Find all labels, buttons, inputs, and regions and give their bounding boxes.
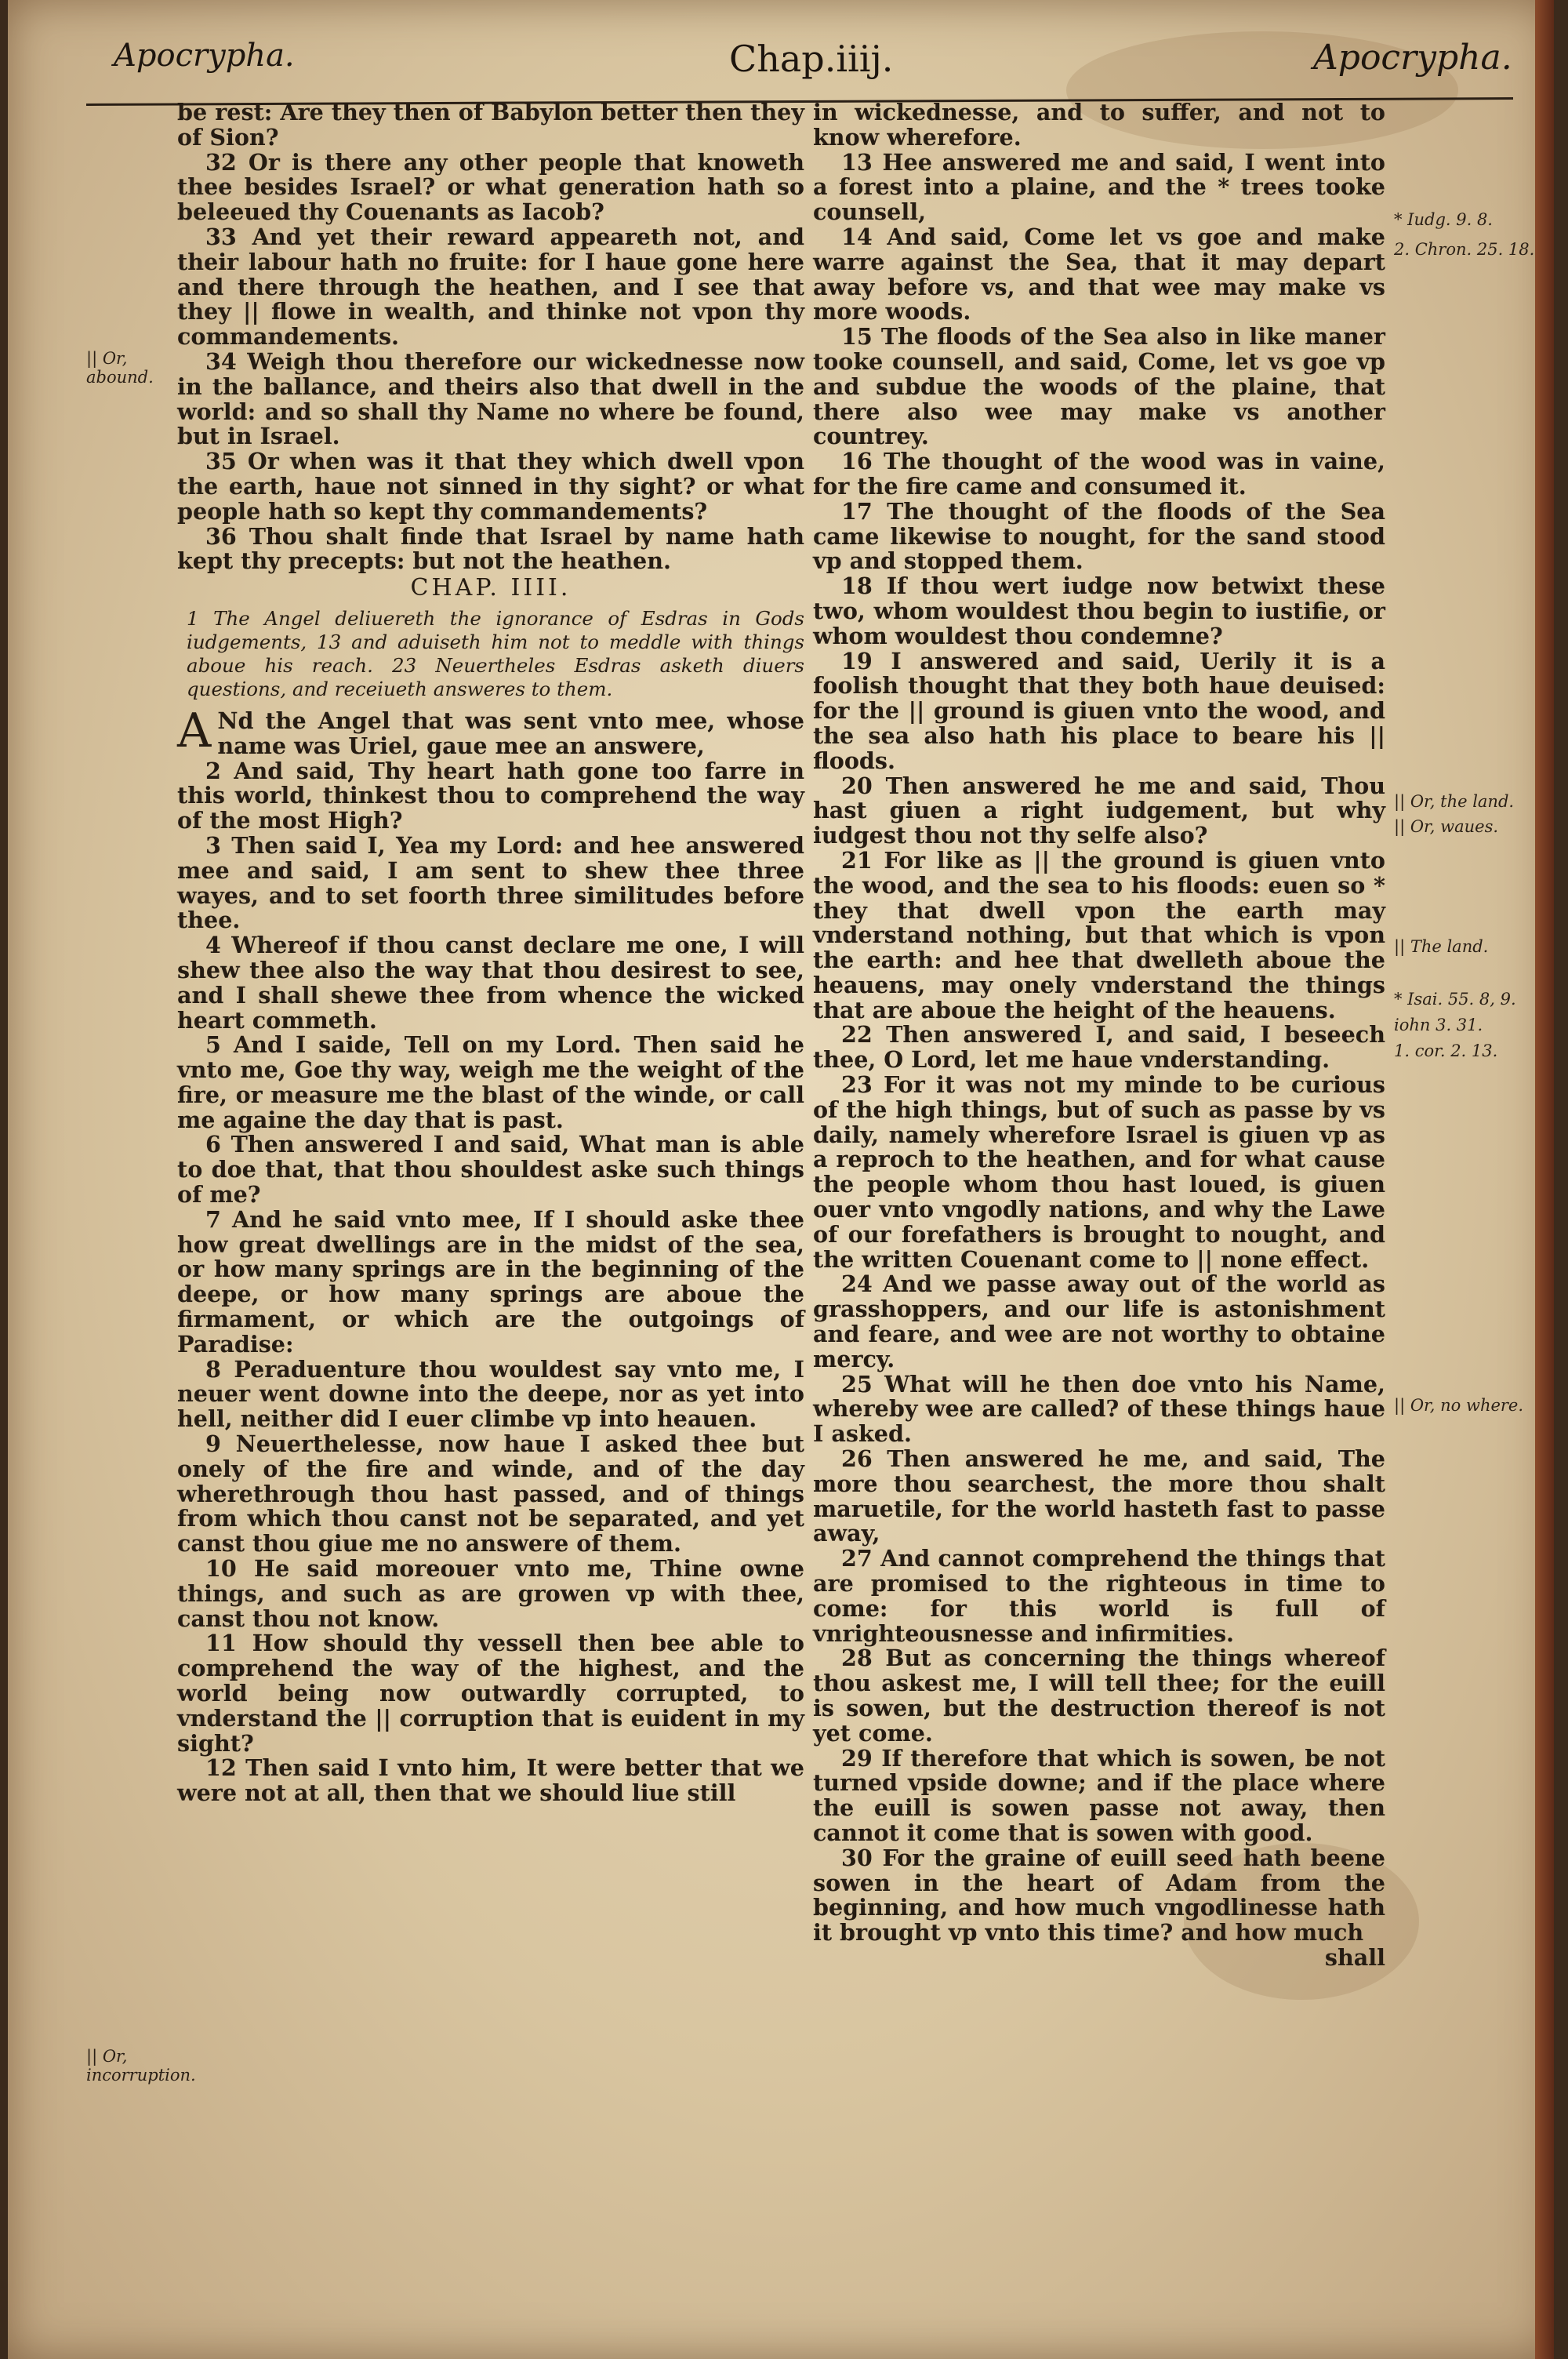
verse-29: 29 If therefore that which is sowen, be not turned vpside downe; and if the place where the euill is sowen passe not away, then cannot it come that is sowen with good. [813,1744,1385,1846]
verse-18: 18 If thou wert iudge now betwixt these two, whom wouldest thou begin to iustifie, or whom wouldest thou condemne? [813,572,1385,649]
verse-32: 32 Or is there any other people that knoweth thee besides Israel? or what generation hath so beleeued thy Couenants as Iacob? [177,148,804,226]
verse-30: 30 For the graine of euill seed hath beene sowen in the heart of Adam from the beginning, and how much vngodlinesse hath it brought vp vnto this time? and how much [813,1844,1385,1946]
verse-8: 8 Peraduenture thou wouldest say vnto me, I neuer went downe into the deepe, nor as yet into hell, neither did I euer climbe vp into heauen. [177,1355,804,1433]
paragraph: be rest: Are they then of Babylon better then they of Sion? [177,99,804,151]
left-column [177,100,804,1806]
running-head-left: Apocrypha. [114,38,295,74]
verse-21: 21 For like as || the ground is giuen vnto the wood, and the sea to his floods: euen so * they that dwell vpon the earth may vnderstand nothing, but that which is vpon the earth: and hee that dwelleth aboue the heauens, may onely vnderstand the things that are aboue the height of the heauens. [813,846,1385,1023]
verse-35: 35 Or when was it that they which dwell vpon the earth, haue not sinned in thy sight? or what people hath so kept thy commandements? [177,448,804,525]
verse-25: 25 What will he then doe vnto his Name, whereby wee are called? of these things haue I asked. [813,1370,1385,1448]
verse-15: 15 The floods of the Sea also in like maner tooke counsell, and said, Come, let vs goe vp and subdue the woods of the plaine, that there also wee may make vs another countrey. [813,323,1385,450]
verse-12: 12 Then said I vnto him, It were better that we were not at all, then that we should liue still [177,1754,804,1807]
verse-1 [177,703,804,759]
verse-19: 19 I answered and said, Uerily it is a foolish thought that they both haue deuised: for the || ground is giuen vnto the wood, and the sea also hath his place to beare his || floods. [813,647,1385,774]
verse-14: 14 And said, Come let vs goe and make warre against the Sea, that it may depart away before vs, and that wee may make vs more woods. [813,223,1385,325]
chapter-summary: 1 The Angel deliuereth the ignorance of Esdras in Gods iudgements, 13 and aduiseth him not to meddle with things aboue his reach. 23 Neuertheles Esdras asketh diuers questions, and receiueth answeres to them. [187,606,804,700]
verse-24: 24 And we passe away out of the world as grasshoppers, and our life is astonishment and feare, and wee are not worthy to obtaine mercy. [813,1270,1385,1372]
margin-note-no-where: || Or, no where. [1394,1396,1524,1415]
verse-20: 20 Then answered he me and said, Thou hast giuen a right iudgement, but why iudgest thou not thy selfe also? [813,772,1385,849]
verse-6: 6 Then answered I and said, What man is able to doe that, that thou shouldest aske such things of me? [177,1131,804,1209]
verse-17: 17 The thought of the floods of the Sea came likewise to nought, for the sand stood vp and stopped them. [813,497,1385,575]
margin-note-isai: * Isai. 55. 8, 9. [1394,990,1516,1009]
margin-note-waues: || Or, waues. [1394,817,1499,836]
verse-3: 3 Then said I, Yea my Lord: and hee answered mee and said, I am sent to shew thee three wayes, and to set foorth three similitudes before thee. [177,831,804,934]
margin-note-land: || Or, the land. [1394,792,1515,811]
verse-9: 9 Neuerthelesse, now haue I asked thee but onely of the fire and winde, and of the day wherethrough thou hast passed, and of things from which thou canst not be separated, and yet canst thou giue me no answere of them. [177,1430,804,1558]
margin-note-incorruption: || Or, incorruption. [86,2047,196,2085]
verse-13: 13 Hee answered me and said, I went into a forest into a plaine, and the * trees tooke counsell, [813,148,1385,226]
verse-7: 7 And he said vnto mee, If I should aske thee how great dwellings are in the midst of the sea, or how many springs are in the beginning of the deepe, or how many springs are aboue the firmament, or which are the outgoings of Paradise: [177,1205,804,1358]
chapter-heading: CHAP. IIII. [410,574,572,602]
verse-11: 11 How should thy vessell then bee able to comprehend the way of the highest, and the world being now outwardly corrupted, to vnderstand the || corruption that is euident in my sight? [177,1630,804,1757]
running-head-chapter: Chap.iiij. [729,38,894,80]
verse-10: 10 He said moreouer vnto me, Thine owne things, and such as are growen vp with thee, canst thou not know. [177,1555,804,1632]
verse-23: 23 For it was not my minde to be curious of the high things, but of such as passe by vs daily, namely wherefore Israel is giuen vp as a reproch to the heathen, and for what cause the people whom thou hast loued, is giuen ouer vnto vngodly nations, and why the Lawe of our forefathers is brought to nought, and the written Couenant come to || none effect. [813,1071,1385,1273]
verse-33: 33 And yet their reward appeareth not, and their labour hath no fruite: for I haue gone here and there through the heathen, and I see that they || flowe in wealth, and thinke not vpon thy commandements. [177,223,804,351]
right-column [813,100,1385,1971]
verse-27: 27 And cannot comprehend the things that are promised to the righteous in time to come: for this world is full of vnrighteousnesse and infirmities. [813,1545,1385,1647]
margin-note-iohn: iohn 3. 31. [1394,1016,1483,1034]
margin-note-chron: 2. Chron. 25. 18. [1394,240,1535,259]
running-head-right: Apocrypha. [1313,38,1512,78]
verse-2: 2 And said, Thy heart hath gone too farre in this world, thinkest thou to comprehend the way of the most High? [177,757,804,834]
margin-note-abound: || Or, abound. [86,349,154,387]
paragraph: in wickednesse, and to suffer, and not to know wherefore. [813,99,1385,151]
verse-28: 28 But as concerning the things whereof thou askest me, I will tell thee; for the euill is sowen, but the destruction thereof is not yet come. [813,1645,1385,1747]
verse-16: 16 The thought of the wood was in vaine, for the fire came and consumed it. [813,448,1385,500]
verse-1-text: Nd the Angel that was sent vnto mee, whose name was Uriel, gaue mee an answere, [217,707,804,759]
verse-4: 4 Whereof if thou canst declare me one, I will shew thee also the way that thou desirest to see, and I shall shewe thee from whence the wicked heart commeth. [177,932,804,1034]
page [8,0,1554,2359]
margin-note-cor: 1. cor. 2. 13. [1394,1041,1498,1060]
verse-36: 36 Thou shalt finde that Israel by name hath kept thy precepts: but not the heathen. [177,522,804,575]
margin-note-judg: * Iudg. 9. 8. [1394,210,1493,229]
verse-5: 5 And I saide, Tell on my Lord. Then said he vnto me, Goe thy way, weigh me the weight of the fire, or measure me the blast of the winde, or call me againe the day that is past. [177,1031,804,1133]
book-edge [1535,0,1554,2359]
verse-26: 26 Then answered he me, and said, The more thou searchest, the more thou shalt maruetile, for the world hasteth fast to passe away, [813,1445,1385,1547]
verse-22: 22 Then answered I, and said, I beseech thee, O Lord, let me haue vnderstanding. [813,1021,1385,1074]
catchword: shall [1324,1943,1385,1971]
margin-note-the-land: || The land. [1394,937,1489,956]
verse-34: 34 Weigh thou therefore our wickednesse now in the ballance, and theirs also that dwell in the world: and so shall thy Name no where be found, but in Israel. [177,347,804,450]
drop-cap: A [177,703,212,758]
